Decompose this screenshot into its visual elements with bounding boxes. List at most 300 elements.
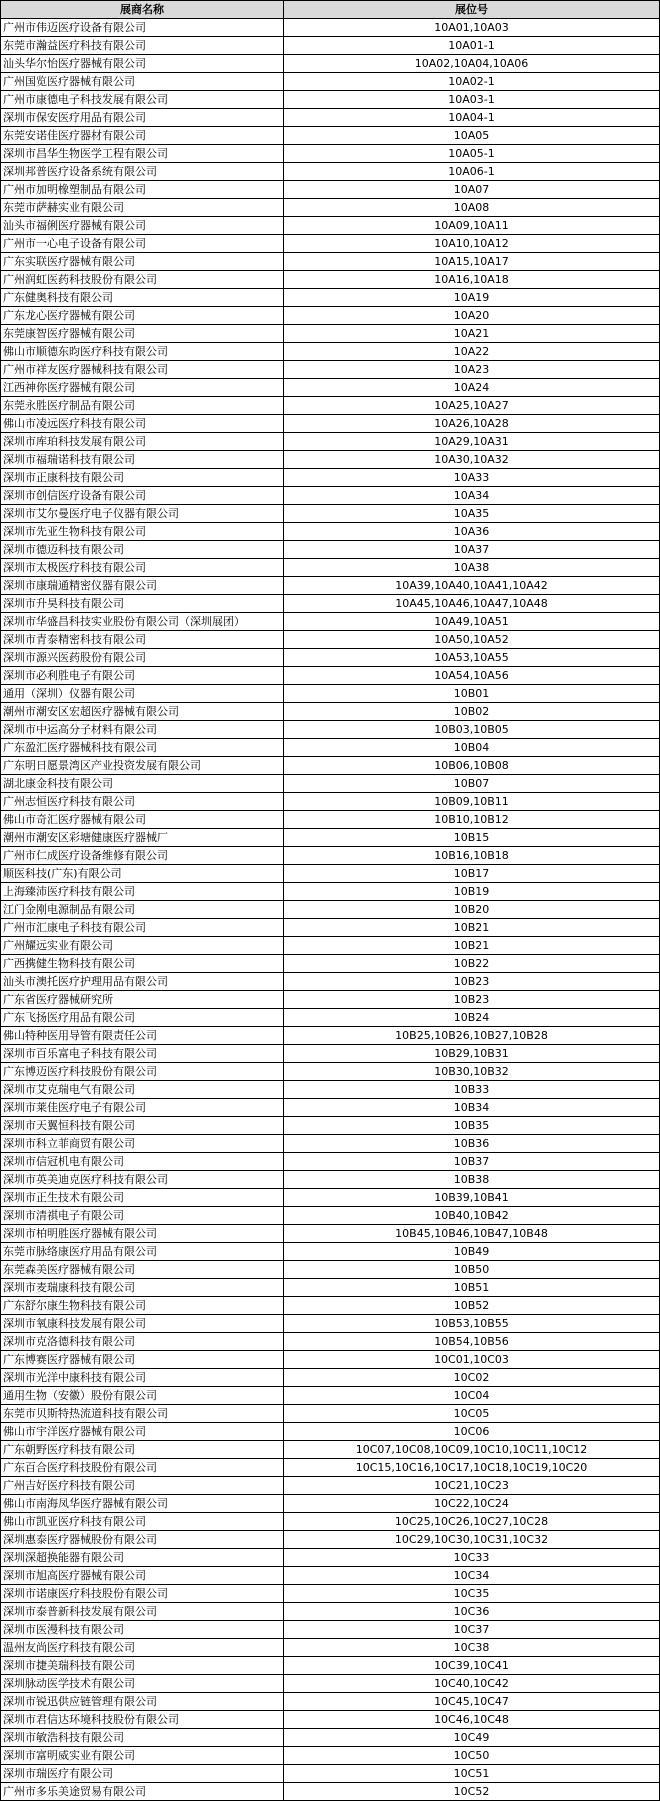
table-row xyxy=(1,379,660,397)
booth-number-cell: 10B54,10B56 xyxy=(284,1333,660,1351)
booth-number-cell: 10A01,10A03 xyxy=(284,19,660,37)
exhibitor-name-cell: 广州市康德电子科技发展有限公司 xyxy=(1,91,284,109)
booth-number-cell: 10B19 xyxy=(284,883,660,901)
booth-number-cell: 10C06 xyxy=(284,1423,660,1441)
exhibitor-name-cell: 佛山市宇洋医疗器械有限公司 xyxy=(1,1423,284,1441)
booth-number-cell: 10A38 xyxy=(284,559,660,577)
exhibitor-name-cell: 深圳市莱佳医疗电子有限公司 xyxy=(1,1099,284,1117)
exhibitor-name-cell: 深圳惠泰医疗器械股份有限公司 xyxy=(1,1531,284,1549)
exhibitor-name-cell: 广州润虹医药科技股份有限公司 xyxy=(1,271,284,289)
table-row xyxy=(1,1315,660,1333)
exhibitor-name-cell: 深圳市氧康科技发展有限公司 xyxy=(1,1315,284,1333)
exhibitor-name-cell: 潮州市潮安区彩塘健康医疗器械厂 xyxy=(1,829,284,847)
table-row xyxy=(1,1063,660,1081)
exhibitor-name-cell: 广州市仁成医疗设备维修有限公司 xyxy=(1,847,284,865)
exhibitor-name-cell: 广东实联医疗器械有限公司 xyxy=(1,253,284,271)
table-row xyxy=(1,901,660,919)
table-row xyxy=(1,1459,660,1477)
table-row xyxy=(1,631,660,649)
exhibitor-name-cell: 深圳市清祺电子有限公司 xyxy=(1,1207,284,1225)
booth-number-cell: 10B38 xyxy=(284,1171,660,1189)
booth-number-cell: 10B33 xyxy=(284,1081,660,1099)
table-row xyxy=(1,1243,660,1261)
booth-number-cell: 10A02-1 xyxy=(284,73,660,91)
exhibitor-name-cell: 深圳邦普医疗设备系统有限公司 xyxy=(1,163,284,181)
booth-number-cell: 10B23 xyxy=(284,973,660,991)
exhibitor-name-cell: 广东朝野医疗科技有限公司 xyxy=(1,1441,284,1459)
exhibitor-name-cell: 广东博赛医疗器械有限公司 xyxy=(1,1351,284,1369)
booth-number-cell: 10C04 xyxy=(284,1387,660,1405)
exhibitor-name-cell: 深圳市库珀科技发展有限公司 xyxy=(1,433,284,451)
booth-number-cell: 10C25,10C26,10C27,10C28 xyxy=(284,1513,660,1531)
booth-number-cell: 10A20 xyxy=(284,307,660,325)
exhibitor-name-cell: 深圳市康瑞通精密仪器有限公司 xyxy=(1,577,284,595)
exhibitor-name-cell: 深圳市泰普新科技发展有限公司 xyxy=(1,1603,284,1621)
exhibitor-name-cell: 深圳市先亚生物科技有限公司 xyxy=(1,523,284,541)
table-row xyxy=(1,1567,660,1585)
booth-number-cell: 10A29,10A31 xyxy=(284,433,660,451)
exhibitor-name-cell: 广州市多乐美途贸易有限公司 xyxy=(1,1783,284,1801)
booth-number-cell: 10A45,10A46,10A47,10A48 xyxy=(284,595,660,613)
table-row xyxy=(1,1531,660,1549)
booth-number-cell: 10B21 xyxy=(284,919,660,937)
booth-number-cell: 10C33 xyxy=(284,1549,660,1567)
booth-number-cell: 10B06,10B08 xyxy=(284,757,660,775)
exhibitor-name-cell: 深圳市昌华生物医学工程有限公司 xyxy=(1,145,284,163)
booth-number-cell: 10B17 xyxy=(284,865,660,883)
booth-number-cell: 10B15 xyxy=(284,829,660,847)
exhibitor-name-cell: 广东省医疗器械研究所 xyxy=(1,991,284,1009)
booth-number-cell: 10C46,10C48 xyxy=(284,1711,660,1729)
exhibitor-name-cell: 深圳市敏浩科技有限公司 xyxy=(1,1729,284,1747)
table-row xyxy=(1,73,660,91)
booth-number-cell: 10B34 xyxy=(284,1099,660,1117)
table-row xyxy=(1,721,660,739)
booth-number-cell: 10A01-1 xyxy=(284,37,660,55)
exhibitor-name-cell: 深圳市瑞医疗有限公司 xyxy=(1,1765,284,1783)
booth-number-cell: 10B29,10B31 xyxy=(284,1045,660,1063)
booth-number-cell: 10B20 xyxy=(284,901,660,919)
booth-number-cell: 10A04-1 xyxy=(284,109,660,127)
booth-number-cell: 10B45,10B46,10B47,10B48 xyxy=(284,1225,660,1243)
exhibitor-name-cell: 广东博迈医疗科技股份有限公司 xyxy=(1,1063,284,1081)
booth-number-cell: 10B37 xyxy=(284,1153,660,1171)
table-row xyxy=(1,1333,660,1351)
exhibitor-name-cell: 广州志恒医疗科技有限公司 xyxy=(1,793,284,811)
table-row xyxy=(1,1711,660,1729)
table-row xyxy=(1,1369,660,1387)
booth-number-cell: 10B07 xyxy=(284,775,660,793)
table-row xyxy=(1,1153,660,1171)
exhibitor-name-cell: 广东明日愿景湾区产业投资发展有限公司 xyxy=(1,757,284,775)
booth-number-cell: 10C01,10C03 xyxy=(284,1351,660,1369)
exhibitor-name-cell: 温州友尚医疗科技有限公司 xyxy=(1,1639,284,1657)
booth-number-cell: 10C29,10C30,10C31,10C32 xyxy=(284,1531,660,1549)
table-row xyxy=(1,649,660,667)
exhibitor-name-cell: 深圳市青泰精密科技有限公司 xyxy=(1,631,284,649)
table-row xyxy=(1,37,660,55)
table-row xyxy=(1,1765,660,1783)
table-row xyxy=(1,19,660,37)
booth-number-cell: 10A54,10A56 xyxy=(284,667,660,685)
booth-number-cell: 10A39,10A40,10A41,10A42 xyxy=(284,577,660,595)
exhibitor-name-cell: 深圳市正生技术有限公司 xyxy=(1,1189,284,1207)
exhibitor-name-cell: 深圳市升昊科技有限公司 xyxy=(1,595,284,613)
table-row xyxy=(1,487,660,505)
booth-number-cell: 10B02 xyxy=(284,703,660,721)
exhibitor-name-cell: 深圳市锐迅供应链管理有限公司 xyxy=(1,1693,284,1711)
booth-number-cell: 10C37 xyxy=(284,1621,660,1639)
table-row xyxy=(1,703,660,721)
table-row xyxy=(1,937,660,955)
booth-number-cell: 10A05 xyxy=(284,127,660,145)
table-row xyxy=(1,883,660,901)
table-row xyxy=(1,1747,660,1765)
table-row xyxy=(1,1297,660,1315)
booth-number-cell: 10C40,10C42 xyxy=(284,1675,660,1693)
table-row xyxy=(1,397,660,415)
exhibitor-name-cell: 东莞市脉络康医疗用品有限公司 xyxy=(1,1243,284,1261)
exhibitor-name-cell: 东莞安诺佳医疗器材有限公司 xyxy=(1,127,284,145)
table-row xyxy=(1,1351,660,1369)
exhibitor-name-cell: 广西携健生物科技有限公司 xyxy=(1,955,284,973)
booth-number-cell: 10B39,10B41 xyxy=(284,1189,660,1207)
booth-number-cell: 10B03,10B05 xyxy=(284,721,660,739)
table-row xyxy=(1,343,660,361)
exhibitor-name-cell: 佛山特种医用导管有限责任公司 xyxy=(1,1027,284,1045)
exhibitor-name-cell: 通用（深圳）仪器有限公司 xyxy=(1,685,284,703)
exhibitor-name-cell: 广东龙心医疗器械有限公司 xyxy=(1,307,284,325)
exhibitor-name-cell: 广州市祥友医疗器械科技有限公司 xyxy=(1,361,284,379)
exhibitor-name-cell: 深圳市保安医疗用品有限公司 xyxy=(1,109,284,127)
booth-number-cell: 10C52 xyxy=(284,1783,660,1801)
booth-number-cell: 10A33 xyxy=(284,469,660,487)
booth-number-cell: 10C36 xyxy=(284,1603,660,1621)
booth-number-cell: 10A09,10A11 xyxy=(284,217,660,235)
table-row xyxy=(1,433,660,451)
exhibitor-name-cell: 广州市加明橡塑制品有限公司 xyxy=(1,181,284,199)
table-row xyxy=(1,163,660,181)
table-row xyxy=(1,1729,660,1747)
exhibitor-name-cell: 深圳市艾克瑞电气有限公司 xyxy=(1,1081,284,1099)
booth-number-cell: 10B25,10B26,10B27,10B28 xyxy=(284,1027,660,1045)
booth-number-cell: 10A23 xyxy=(284,361,660,379)
table-row xyxy=(1,1261,660,1279)
booth-number-cell: 10C49 xyxy=(284,1729,660,1747)
booth-number-cell: 10C45,10C47 xyxy=(284,1693,660,1711)
table-row xyxy=(1,1207,660,1225)
exhibitor-name-cell: 深圳市中运高分子材料有限公司 xyxy=(1,721,284,739)
exhibitor-name-cell: 深圳市柏明胜医疗器械有限公司 xyxy=(1,1225,284,1243)
table-row xyxy=(1,559,660,577)
table-row xyxy=(1,1171,660,1189)
booth-number-cell: 10A22 xyxy=(284,343,660,361)
booth-number-cell: 10C02 xyxy=(284,1369,660,1387)
exhibitor-name-cell: 东莞康智医疗器械有限公司 xyxy=(1,325,284,343)
booth-number-cell: 10B49 xyxy=(284,1243,660,1261)
table-header-row xyxy=(1,1,660,19)
booth-number-cell: 10C05 xyxy=(284,1405,660,1423)
table-row xyxy=(1,811,660,829)
exhibitor-name-cell: 汕头市福俐医疗器械有限公司 xyxy=(1,217,284,235)
exhibitor-name-cell: 广州国览医疗器械有限公司 xyxy=(1,73,284,91)
booth-number-cell: 10A15,10A17 xyxy=(284,253,660,271)
table-row xyxy=(1,1423,660,1441)
table-row xyxy=(1,1135,660,1153)
exhibitor-name-cell: 深圳市君信达环境科技股份有限公司 xyxy=(1,1711,284,1729)
exhibitor-name-cell: 广东健奥科技有限公司 xyxy=(1,289,284,307)
table-row xyxy=(1,757,660,775)
table-row xyxy=(1,793,660,811)
booth-number-cell: 10A05-1 xyxy=(284,145,660,163)
table-row xyxy=(1,1495,660,1513)
table-row xyxy=(1,1513,660,1531)
header-exhibitor-name: 展商名称 xyxy=(1,1,284,19)
table-row xyxy=(1,307,660,325)
table-row xyxy=(1,1693,660,1711)
table-row xyxy=(1,199,660,217)
booth-number-cell: 10B50 xyxy=(284,1261,660,1279)
exhibitor-name-cell: 深圳市麦瑞康科技有限公司 xyxy=(1,1279,284,1297)
table-row xyxy=(1,685,660,703)
table-row xyxy=(1,181,660,199)
exhibitor-name-cell: 汕头华尔怡医疗器械有限公司 xyxy=(1,55,284,73)
exhibitor-name-cell: 深圳市福瑞诺科技有限公司 xyxy=(1,451,284,469)
exhibitor-name-cell: 广州吉好医疗科技有限公司 xyxy=(1,1477,284,1495)
table-row xyxy=(1,865,660,883)
booth-number-cell: 10A08 xyxy=(284,199,660,217)
table-row xyxy=(1,1099,660,1117)
table-row xyxy=(1,1585,660,1603)
table-row xyxy=(1,1117,660,1135)
table-row xyxy=(1,1549,660,1567)
table-row xyxy=(1,55,660,73)
exhibitor-name-cell: 广东百合医疗科技股份有限公司 xyxy=(1,1459,284,1477)
booth-number-cell: 10A21 xyxy=(284,325,660,343)
exhibitor-name-cell: 上海臻沛医疗科技有限公司 xyxy=(1,883,284,901)
table-row xyxy=(1,775,660,793)
exhibitor-name-cell: 通用生物（安徽）股份有限公司 xyxy=(1,1387,284,1405)
booth-number-cell: 10A30,10A32 xyxy=(284,451,660,469)
exhibitor-name-cell: 深圳深超换能器有限公司 xyxy=(1,1549,284,1567)
booth-number-cell: 10A19 xyxy=(284,289,660,307)
table-row xyxy=(1,361,660,379)
exhibitor-name-cell: 深圳市百乐富电子科技有限公司 xyxy=(1,1045,284,1063)
booth-number-cell: 10B52 xyxy=(284,1297,660,1315)
exhibitor-name-cell: 深圳脉动医学技术有限公司 xyxy=(1,1675,284,1693)
table-row xyxy=(1,451,660,469)
booth-number-cell: 10C50 xyxy=(284,1747,660,1765)
booth-number-cell: 10B16,10B18 xyxy=(284,847,660,865)
booth-number-cell: 10B35 xyxy=(284,1117,660,1135)
booth-number-cell: 10A53,10A55 xyxy=(284,649,660,667)
booth-number-cell: 10A06-1 xyxy=(284,163,660,181)
exhibitor-name-cell: 佛山市凯亚医疗科技有限公司 xyxy=(1,1513,284,1531)
booth-number-cell: 10C35 xyxy=(284,1585,660,1603)
table-row xyxy=(1,1027,660,1045)
exhibitor-name-cell: 江门金刚电源制品有限公司 xyxy=(1,901,284,919)
exhibitor-name-cell: 湖北康金科技有限公司 xyxy=(1,775,284,793)
table-row xyxy=(1,325,660,343)
table-row xyxy=(1,1279,660,1297)
table-row xyxy=(1,1477,660,1495)
table-row xyxy=(1,235,660,253)
table-row xyxy=(1,991,660,1009)
exhibitor-name-cell: 深圳市诺康医疗科技股份有限公司 xyxy=(1,1585,284,1603)
exhibitor-name-cell: 佛山市顺德东昀医疗科技有限公司 xyxy=(1,343,284,361)
booth-number-cell: 10A37 xyxy=(284,541,660,559)
booth-number-cell: 10A24 xyxy=(284,379,660,397)
booth-number-cell: 10C22,10C24 xyxy=(284,1495,660,1513)
table-row xyxy=(1,1675,660,1693)
table-row xyxy=(1,1441,660,1459)
table-row xyxy=(1,145,660,163)
table-row xyxy=(1,973,660,991)
exhibitor-name-cell: 汕头市澳托医疗护理用品有限公司 xyxy=(1,973,284,991)
booth-number-cell: 10A36 xyxy=(284,523,660,541)
exhibitor-name-cell: 江西神你医疗器械有限公司 xyxy=(1,379,284,397)
exhibitor-name-cell: 深圳市旭高医疗器械有限公司 xyxy=(1,1567,284,1585)
exhibitor-name-cell: 深圳市太极医疗科技有限公司 xyxy=(1,559,284,577)
exhibitor-name-cell: 广州市一心电子设备有限公司 xyxy=(1,235,284,253)
table-row xyxy=(1,1621,660,1639)
table-row xyxy=(1,415,660,433)
booth-number-cell: 10B40,10B42 xyxy=(284,1207,660,1225)
table-row xyxy=(1,829,660,847)
booth-number-cell: 10C51 xyxy=(284,1765,660,1783)
table-row xyxy=(1,541,660,559)
exhibitor-name-cell: 深圳市正康科技有限公司 xyxy=(1,469,284,487)
table-row xyxy=(1,127,660,145)
table-row xyxy=(1,469,660,487)
booth-number-cell: 10B01 xyxy=(284,685,660,703)
exhibitor-name-cell: 潮州市潮安区宏超医疗器械有限公司 xyxy=(1,703,284,721)
table-row xyxy=(1,523,660,541)
booth-number-cell: 10B04 xyxy=(284,739,660,757)
exhibitor-name-cell: 东莞森美医疗器械有限公司 xyxy=(1,1261,284,1279)
exhibitor-name-cell: 广州市汇康电子科技有限公司 xyxy=(1,919,284,937)
table-row xyxy=(1,1225,660,1243)
exhibitor-name-cell: 东莞市贝斯特热流道科技有限公司 xyxy=(1,1405,284,1423)
booth-number-cell: 10A03-1 xyxy=(284,91,660,109)
booth-number-cell: 10A50,10A52 xyxy=(284,631,660,649)
exhibitor-name-cell: 深圳市捷美瑞科技有限公司 xyxy=(1,1657,284,1675)
exhibitor-name-cell: 深圳市创信医疗设备有限公司 xyxy=(1,487,284,505)
booth-number-cell: 10B22 xyxy=(284,955,660,973)
table-row xyxy=(1,1657,660,1675)
booth-number-cell: 10A49,10A51 xyxy=(284,613,660,631)
table-row xyxy=(1,1405,660,1423)
booth-number-cell: 10B30,10B32 xyxy=(284,1063,660,1081)
exhibitor-name-cell: 东莞市萨赫实业有限公司 xyxy=(1,199,284,217)
booth-number-cell: 10B21 xyxy=(284,937,660,955)
booth-number-cell: 10A02,10A04,10A06 xyxy=(284,55,660,73)
table-row xyxy=(1,1603,660,1621)
exhibitor-name-cell: 深圳市信冠机电有限公司 xyxy=(1,1153,284,1171)
table-row xyxy=(1,1189,660,1207)
booth-number-cell: 10B36 xyxy=(284,1135,660,1153)
exhibitor-name-cell: 东莞市瀚益医疗科技有限公司 xyxy=(1,37,284,55)
table-row xyxy=(1,109,660,127)
exhibitor-name-cell: 佛山市凌远医疗科技有限公司 xyxy=(1,415,284,433)
exhibitor-name-cell: 深圳市光洋中康科技有限公司 xyxy=(1,1369,284,1387)
table-row xyxy=(1,253,660,271)
exhibitor-name-cell: 顺医科技(广东)有限公司 xyxy=(1,865,284,883)
exhibitor-name-cell: 深圳市科立菲商贸有限公司 xyxy=(1,1135,284,1153)
table-row xyxy=(1,667,660,685)
exhibitor-name-cell: 广州耀远实业有限公司 xyxy=(1,937,284,955)
table-row xyxy=(1,1783,660,1801)
table-row xyxy=(1,847,660,865)
table-row xyxy=(1,217,660,235)
table-row xyxy=(1,91,660,109)
table-row xyxy=(1,289,660,307)
exhibitor-name-cell: 广东舒尔康生物科技有限公司 xyxy=(1,1297,284,1315)
table-row xyxy=(1,1045,660,1063)
booth-number-cell: 10B51 xyxy=(284,1279,660,1297)
booth-number-cell: 10A16,10A18 xyxy=(284,271,660,289)
table-row xyxy=(1,1009,660,1027)
booth-number-cell: 10B24 xyxy=(284,1009,660,1027)
booth-number-cell: 10A25,10A27 xyxy=(284,397,660,415)
exhibitor-name-cell: 深圳市必利胜电子有限公司 xyxy=(1,667,284,685)
table-row xyxy=(1,1639,660,1657)
exhibitor-name-cell: 深圳市英美迪克医疗科技有限公司 xyxy=(1,1171,284,1189)
table-row xyxy=(1,919,660,937)
exhibitor-name-cell: 深圳市华盛昌科技实业股份有限公司（深圳展团） xyxy=(1,613,284,631)
exhibitor-name-cell: 佛山市奇汇医疗器械有限公司 xyxy=(1,811,284,829)
exhibitor-name-cell: 东莞永胜医疗制品有限公司 xyxy=(1,397,284,415)
header-booth-number: 展位号 xyxy=(284,1,660,19)
table-row xyxy=(1,739,660,757)
table-row xyxy=(1,271,660,289)
booth-number-cell: 10C39,10C41 xyxy=(284,1657,660,1675)
booth-number-cell: 10C21,10C23 xyxy=(284,1477,660,1495)
table-row xyxy=(1,1387,660,1405)
table-row xyxy=(1,505,660,523)
table-body xyxy=(1,19,660,1801)
booth-number-cell: 10C07,10C08,10C09,10C10,10C11,10C12 xyxy=(284,1441,660,1459)
exhibitor-name-cell: 深圳市克洛德科技有限公司 xyxy=(1,1333,284,1351)
exhibitor-name-cell: 深圳市富明威实业有限公司 xyxy=(1,1747,284,1765)
booth-number-cell: 10B10,10B12 xyxy=(284,811,660,829)
exhibitor-name-cell: 深圳市天翼恒科技有限公司 xyxy=(1,1117,284,1135)
booth-number-cell: 10B09,10B11 xyxy=(284,793,660,811)
booth-number-cell: 10A34 xyxy=(284,487,660,505)
booth-number-cell: 10A35 xyxy=(284,505,660,523)
table-row xyxy=(1,613,660,631)
exhibitor-name-cell: 深圳市德迈科技有限公司 xyxy=(1,541,284,559)
booth-number-cell: 10A10,10A12 xyxy=(284,235,660,253)
table-row xyxy=(1,955,660,973)
exhibitor-name-cell: 广东盈汇医疗器械科技有限公司 xyxy=(1,739,284,757)
exhibitor-name-cell: 广东飞扬医疗用品有限公司 xyxy=(1,1009,284,1027)
booth-number-cell: 10C38 xyxy=(284,1639,660,1657)
exhibitor-name-cell: 深圳市医漫科技有限公司 xyxy=(1,1621,284,1639)
table-row xyxy=(1,595,660,613)
booth-number-cell: 10A07 xyxy=(284,181,660,199)
booth-number-cell: 10B53,10B55 xyxy=(284,1315,660,1333)
booth-number-cell: 10B23 xyxy=(284,991,660,1009)
exhibitor-name-cell: 广州市伟迈医疗设备有限公司 xyxy=(1,19,284,37)
booth-number-cell: 10C15,10C16,10C17,10C18,10C19,10C20 xyxy=(284,1459,660,1477)
table-row xyxy=(1,1081,660,1099)
table-row xyxy=(1,577,660,595)
exhibitor-name-cell: 深圳市源兴医药股份有限公司 xyxy=(1,649,284,667)
exhibitor-name-cell: 佛山市南海凤华医疗器械有限公司 xyxy=(1,1495,284,1513)
booth-number-cell: 10C34 xyxy=(284,1567,660,1585)
booth-number-cell: 10A26,10A28 xyxy=(284,415,660,433)
